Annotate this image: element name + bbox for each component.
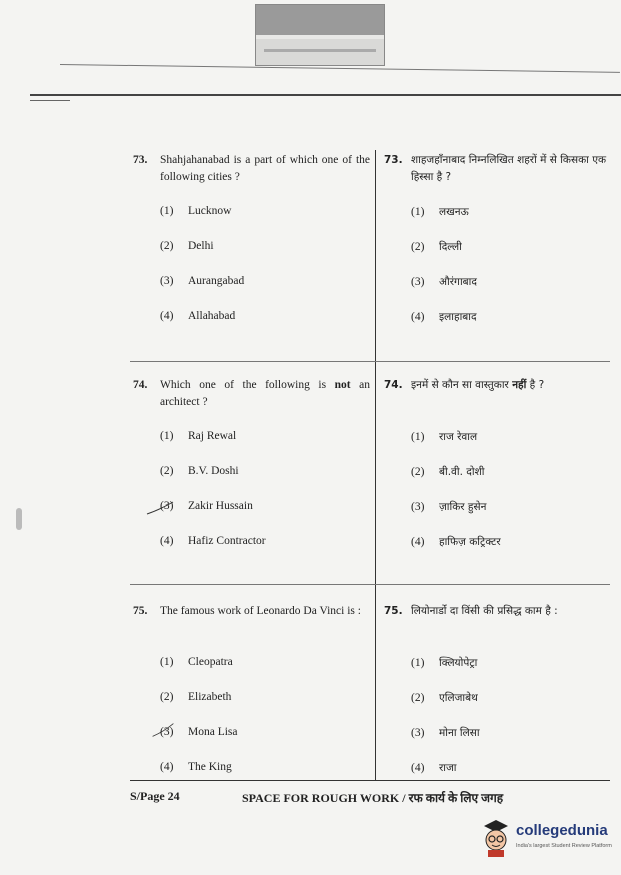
question-number: 74. — [384, 379, 403, 391]
question-75-en — [133, 603, 370, 620]
page-number: S/Page 24 — [130, 789, 180, 803]
option: (3) Zakir Hussain — [160, 500, 253, 512]
mascot-icon — [480, 818, 512, 858]
option: (4) इलाहाबाद — [411, 311, 477, 323]
option: (2) Delhi — [160, 240, 214, 252]
question-number: 75. — [384, 605, 403, 617]
option: (1) Raj Rewal — [160, 430, 237, 442]
question-text: शाहजहाँनाबाद निम्नलिखित शहरों में से किसका एक हिस्सा है ? — [411, 154, 607, 183]
footer-rule — [130, 780, 610, 781]
column-divider — [375, 150, 376, 780]
question-75-hi — [384, 603, 614, 620]
option: (3) ज़ाकिर हुसेन — [411, 501, 487, 513]
option: (1) Lucknow — [160, 205, 232, 217]
collegedunia-logo — [480, 818, 616, 862]
option: (1) क्लियोपेट्रा — [411, 657, 478, 669]
question-text: The famous work of Leonardo Da Vinci is : — [160, 605, 361, 617]
question-number: 73. — [384, 154, 403, 166]
logo-tagline: India's largest Student Review Platform — [516, 843, 612, 849]
question-74-hi — [384, 377, 614, 394]
option: (3) मोना लिसा — [411, 727, 480, 739]
option: (4) The King — [160, 761, 232, 773]
question-number: 73. — [133, 154, 148, 166]
scan-artifact-mark — [16, 508, 22, 530]
option: (2) Elizabeth — [160, 691, 232, 703]
question-text: इनमें से कौन सा वास्तुकार नहीं है ? — [411, 379, 545, 391]
pen-mark-icon — [145, 500, 175, 516]
option: (2) B.V. Doshi — [160, 465, 239, 477]
option: (2) बी.वी. दोशी — [411, 466, 485, 478]
pen-mark-icon — [148, 722, 178, 738]
option: (2) दिल्ली — [411, 241, 462, 253]
option: (3) Mona Lisa — [160, 726, 238, 738]
question-text: लियोनार्डो दा विंसी की प्रसिद्ध काम है : — [411, 605, 558, 617]
option: (4) राजा — [411, 762, 457, 774]
option: (2) एलिजाबेथ — [411, 692, 478, 704]
scan-artifact-line — [30, 100, 70, 101]
option: (1) लखनऊ — [411, 206, 469, 218]
question-73-hi — [384, 152, 614, 186]
scan-artifact-line — [30, 94, 621, 96]
option: (4) Hafiz Contractor — [160, 535, 266, 547]
question-text: Which one of the following is not an architect ? — [160, 379, 371, 408]
question-number: 74. — [133, 379, 148, 391]
question-73-en — [133, 152, 370, 186]
question-number: 75. — [133, 605, 148, 617]
option: (4) हाफिज़ कट्रिक्टर — [411, 536, 501, 548]
option: (1) Cleopatra — [160, 656, 233, 668]
question-separator — [130, 584, 610, 585]
option: (1) राज रेवाल — [411, 431, 478, 443]
option: (4) Allahabad — [160, 310, 236, 322]
option: (3) औरंगाबाद — [411, 276, 477, 288]
question-74-en — [133, 377, 370, 411]
option: (3) Aurangabad — [160, 275, 245, 287]
logo-brand: collegedunia — [516, 822, 608, 839]
rough-work-label: SPACE FOR ROUGH WORK / रफ कार्य के लिए जगह — [242, 791, 504, 805]
question-text: Shahjahanabad is a part of which one of the following cities ? — [160, 154, 370, 183]
scanner-clip — [255, 4, 385, 66]
question-separator — [130, 361, 610, 362]
